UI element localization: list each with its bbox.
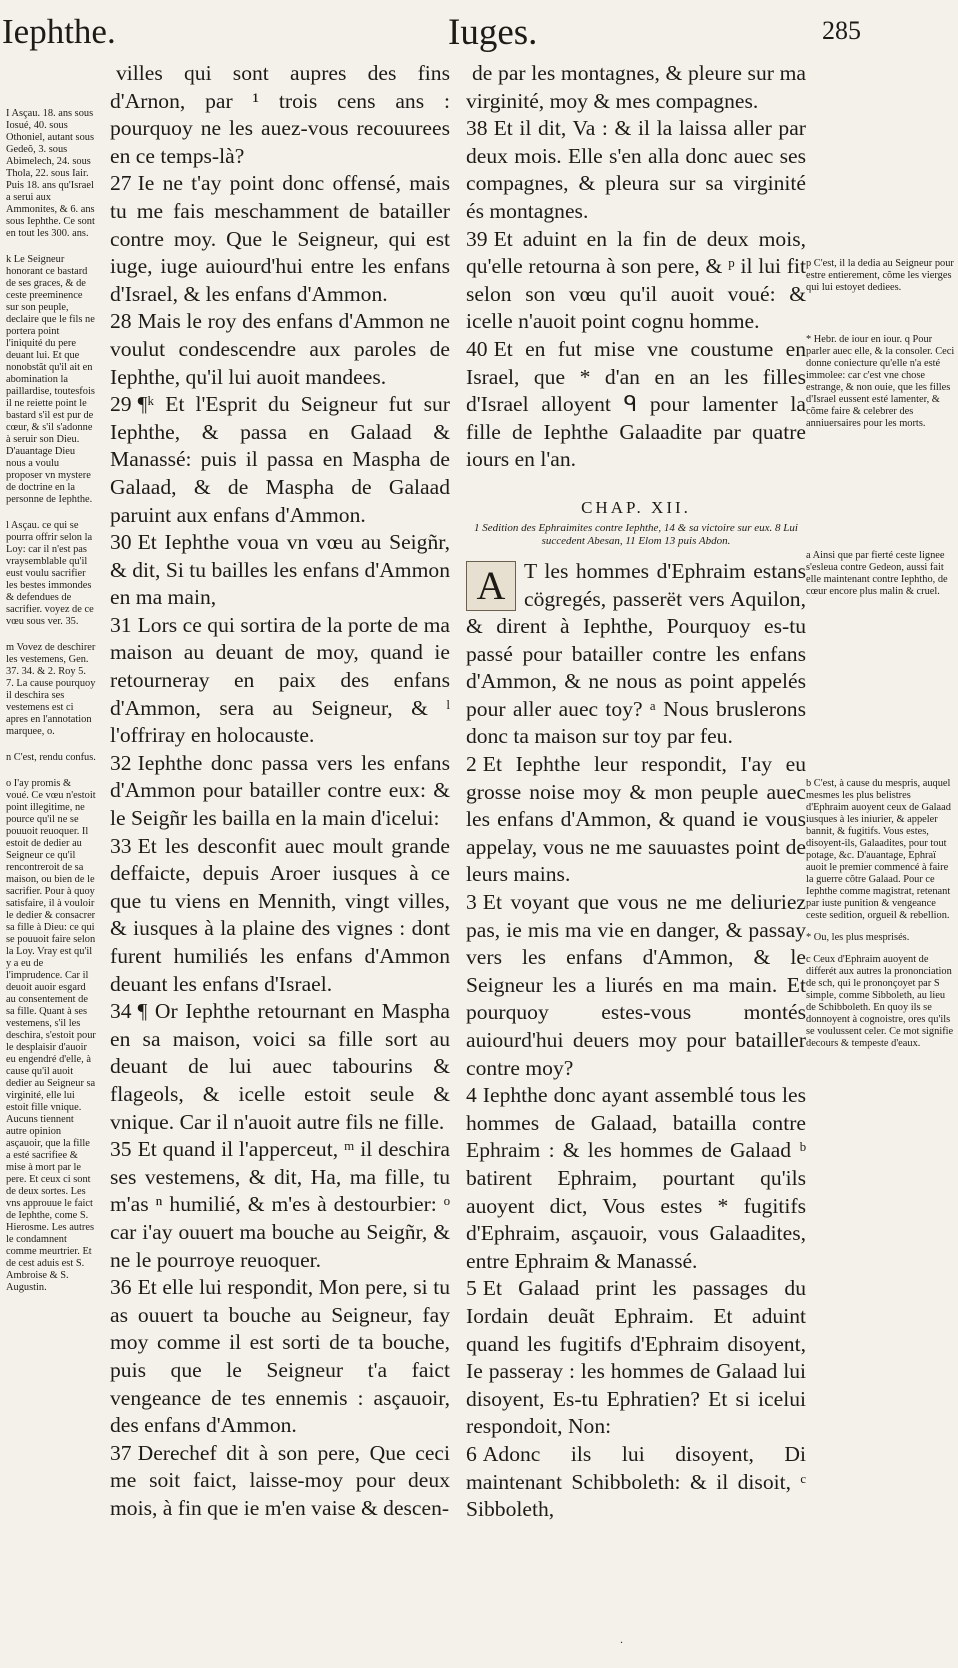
verse-number: 40 [466,336,488,361]
verse-text: Et quand il l'apperceut, ᵐ il deschira ses vestemens, & dit, Ha, ma fille, tu m'as ⁿ humilié, & m'es à destourbier: ᵒ car i'ay ouuert ma bouche au Seigñr, & ne le pourroye reuoquer. [110,1137,450,1272]
margin-note: a Ainsi que par fierté ceste lignee s'esleua contre Gedeon, aussi fait elle maintenant contre Iephtho, de cœur encore plus malin & cruel. [806,550,948,597]
verse-text: Et elle lui respondit, Mon pere, si tu as ouuert ta bouche au Seigneur, fay moy comme il est sorti de ta bouche, puis que le Seigneur t'a faict vengeance de tes ennemis : asçauoir, des enfans d'Ammon. [110,1275,450,1438]
verse-number: 2 [466,752,477,777]
verse-number: 6 [466,1441,477,1466]
left-margin-notes [6,108,96,1308]
verse-text: Et Iephthe voua vn vœu au Seigñr, & dit, Si tu bailles les enfans d'Ammon en ma main, [110,530,450,610]
verse-text: Mais le roy des enfans d'Ammon ne voulut condescendre aux paroles de Iephthe, qu'il lui auoit mandees. [110,309,450,389]
verse [110,391,450,529]
verse-text: Derechef dit à son pere, Que ceci me soit faict, laisse-moy pour deux mois, à fin que ie m'en vaise & descen- [110,1440,450,1520]
text-column-right [466,60,806,1524]
verse [110,1274,450,1440]
verse-number: 32 [110,750,132,775]
verse [466,226,806,336]
verse [466,889,806,1082]
verse-text: Lors ce qui sortira de la porte de ma maison au deuant de moy, quand ie retourneray en paix des enfans d'Ammon, sera au Seigneur, & ˡ l'offriray en holocauste. [110,612,450,748]
running-head-book: Iuges. [448,12,538,53]
verse-text: Ie ne t'ay point donc offensé, mais tu me fais meschamment de batailler contre moy. Que le Seigneur, qui est iuge, iuge auiourd'hui entre les enfans d'Israel, & les enfans d'Ammon. [110,171,450,306]
chapter-summary: 1 Sedition des Ephraimites contre Iephthe, 14 & sa victoire sur eux. 8 Lui succedent Abesan, 11 Elom 13 puis Abdon. [474,521,798,547]
verse-number: 30 [110,530,132,555]
chapter-opening [466,558,806,751]
verse [466,1275,806,1441]
verse-text: Et voyant que vous ne me deliuriez pas, ie mis ma vie en danger, & passay vers les enfans d'Ammon, & le Seigneur les a liurés en ma main. Et pourquoy estes-vous montés auiourd'hui deuers moy pour batailler contre moy? [466,890,806,1080]
verse-text: Et aduint en la fin de deux mois, qu'elle retourna à son pere, & ᵖ il lui fit selon son vœu qu'il auoit voué: & icelle n'auoit point cognu homme. [466,226,806,334]
verse-text: ¶ Or Iephthe retournant en Maspha en sa maison, voici sa fille sort au deuant de lui auec tabourins & flageols, & icelle estoit seule & vnique. Car il n'auoit autre fils ne fille. [110,999,450,1134]
verse-number: 4 [466,1083,477,1108]
verse-number: 5 [466,1276,477,1301]
verse-text: ¶ᵏ Et l'Esprit du Seigneur fut sur Iephthe, & passa en Galaad & Manassé: puis il passa en Maspha de Galaad, & de Maspha de Galaad paruint aux enfans d'Ammon. [110,392,450,527]
running-head-left: Iephthe. [2,12,116,51]
right-margin-notes [806,258,956,1060]
verse [466,336,806,474]
verse [466,115,806,225]
verse-number: 38 [466,116,488,141]
verse [110,308,450,391]
opening-text: T les hommes d'Ephraim estans cögregés, passerët vers Aquilon, & dirent à Iephthe, Pourquoy es-tu passé pour batailler contre les enfans d'Ammon, & ne nous as point appelés pour aller auec toy? ᵃ Nous bruslerons donc ta maison sur toy par feu. [466,558,806,749]
drop-cap-initial: A [466,561,516,611]
verse-text: Adonc ils lui disoyent, Di maintenant Schibboleth: & il disoit, ᶜ Sibboleth, [466,1441,806,1522]
margin-note: n C'est, rendu confus. [6,752,96,763]
verse [110,529,450,612]
margin-note: * Ou, les plus mesprisés. [806,932,910,943]
verse-text: Et Iephthe leur respondit, I'ay eu grosse noise moy & mon peuple auec les enfans d'Ammon, & quand ie vous appelay, vous ne me sauuastes point de leurs mains. [466,752,806,887]
verse-text: Et il dit, Va : & il la laissa aller par deux mois. Elle s'en alla donc auec ses compagnes, & pleura sur sa virginité és montagnes. [466,116,806,223]
margin-note: c Ceux d'Ephraim auoyent de differét aux autres la prononciation de sch, qui le prononçoyet par S simple, comme Sibboleth, au lieu de Schibboleth. En quoy ils se donnoyent à cognoistre, ores qu'ils se voulussent celer. Ce mot signifie decours & tempeste d'eaux. [806,954,954,1049]
verse [110,833,450,999]
verse-text: villes qui sont aupres des fins d'Arnon, par ¹ trois cens ans : pourquoy ne les auez-vous recouurees en ce temps-là? [110,61,450,168]
verse [466,1082,806,1275]
verse-number: 36 [110,1275,132,1300]
verse [466,60,806,115]
margin-note: * Hebr. de iour en iour. q Pour parler auec elle, & la consoler. Ceci donne coniecture qu'elle n'a esté immolee: car c'est vne chose estrange, & non ouie, que les filles d'Israel eussent esté lamenter, & cõme faire & celebrer des anniuersaires pour les morts. [806,334,955,429]
verse-text: Et les desconfit auec moult grande deffaicte, depuis Aroer iusques à ce que tu viens en Mennith, vingt villes, & iusques à la plaine des vignes : dont furent humiliés les enfans d'Ammon deuant les enfans d'Israel. [110,833,450,996]
page-number: 285 [822,16,861,45]
text-column-left [110,60,450,1522]
verse [110,612,450,750]
verse-number: 28 [110,309,132,334]
margin-note: k Le Seigneur honorant ce bastard de ses graces, & de ceste preeminence sur son peuple, declaire que le fils ne portera point l'iniquité du pere deuant lui. Et que nonobstãt qu'il ait en abomination la paillardise, toutesfois il ne reiette point le bastard s'il est pur de cœur, & s'il s'adonne à seruir son Dieu. D'auantage Dieu nous a voulu proposer vn mystere de doctrine en la personne de Iephthe. [6,254,95,505]
verse [110,170,450,308]
verse [466,1441,806,1524]
verse-number: 35 [110,1137,132,1162]
margin-note: I Asçau. 18. ans sous Iosué, 40. sous Othoniel, autant sous Gedeõ, 3. sous Abimelech, 24. sous Thola, 22. sous Iair. Puis 18. ans qu'Israel a serui aux Ammonites, & 6. ans sous Iephthe. Ce sont en tout les 300. ans. [6,108,95,239]
margin-note: o I'ay promis & voué. Ce vœu n'estoit point illegitime, ne pource qu'il ne se pouuoit reuoquer. Il estoit de dedier au Seigneur ce qu'il rencontreroit de sa maison, ou bien de le sacrifier. Pour à quoy satisfaire, il à vouloir le dedier & consacrer sa fille à Dieu: ce qui se pouuoit faire selon la Loy. Vray est qu'il y a eu de l'imprudence. Car il deuoit auoir esgard au consentement de sa fille. Quant à ses vestemens, s'il les deschira, s'estoit pour le desplaisir d'auoir eu engendré d'elle, à cause qu'il auoit dedier au Seigneur sa virginité, elle lui estoit fille vnique. Aucuns tiennent autre opinion asçauoir, que la fille a esté sacrifiee & mise à mort par le pere. Et ceux ci sont de deux sortes. Les vns approuue le faict de Iephthe, come S. Hierosme. Les autres le condamnent comme meurtrier. Et de cest aduis est S. Ambroise & S. Augustin. [6,778,96,1293]
margin-note: m Vovez de deschirer les vestemens, Gen. 37. 34. & 2. Roy 5. 7. La cause pourquoy il deschira ses vestemens est ci apres en l'annotation marquee, o. [6,642,96,737]
verse [110,998,450,1136]
verse-text: Et en fut mise vne coustume en Israel, que * d'an en an les filles d'Israel alloyent ᑫ pour lamenter la fille de Iephthe Galaadite par quatre iours en l'an. [466,336,806,472]
verse-text: Iephthe donc passa vers les enfans d'Ammon pour batailler contre eux: & le Seigñr les bailla en la main d'icelui: [110,750,450,831]
verse-text: Iephthe donc ayant assemblé tous les hommes de Galaad, batailla contre Ephraim : & les hommes de Galaad ᵇ batirent Ephraim, pourtant qu'ils auoyent dict, Vous estes * fugitifs d'Ephraim, asçauoir, vous Galaadites, entre Ephraim & Manassé. [466,1083,806,1273]
verse-number: 37 [110,1440,132,1465]
verse-number: 33 [110,833,132,858]
verse-number: 39 [466,226,488,251]
verse-number: 34 [110,999,132,1024]
verse-text: de par les montagnes, & pleure sur ma virginité, moy & mes compagnes. [466,61,806,113]
verse [110,1440,450,1523]
verse [110,1136,450,1274]
verse-text: Et Galaad print les passages du Iordain deuãt Ephraim. Et aduint quand les fugitifs d'Ephraim disoyent, Ie passeray : les hommes de Galaad lui disoyent, Es-tu Ephratien? Et si icelui respondoit, Non: [466,1276,806,1439]
footer-mark: . [620,1632,623,1646]
margin-note: b C'est, à cause du mespris, auquel mesmes les plus belistres d'Ephraim auoyent ceux de Galaad iusques à les iniurier, & appeler bannit, & fugitifs. Vous estes, disoyent-ils, Galaadites, pour tout potage, &c. D'auantage, Ephraï auoit le premier commencé à faire la guerre cõtre Galaad. Pour ce Iephthe comme magistrat, retenant par iuste punition & vengeance ceste sedition, orgueil & rebellion. [806,778,951,921]
verse-number: 31 [110,612,132,637]
verse [110,750,450,833]
verse-number: 3 [466,890,477,915]
verse-number: 27 [110,171,132,196]
margin-note: l Asçau. ce qui se pourra offrir selon la Loy: car il n'est pas vraysemblable qu'il eust voulu sacrifier les bestes immondes & defendues de sacrifier. voyez de ce vœu sous ver. 35. [6,520,94,627]
chapter-title: CHAP. XII. [581,497,691,517]
verse [466,751,806,889]
verse-number: 29 [110,392,132,417]
verse [110,60,450,170]
margin-note: p C'est, il la dedia au Seigneur pour estre entierement, cõme les vierges qui lui estoyet dediees. [806,258,954,293]
